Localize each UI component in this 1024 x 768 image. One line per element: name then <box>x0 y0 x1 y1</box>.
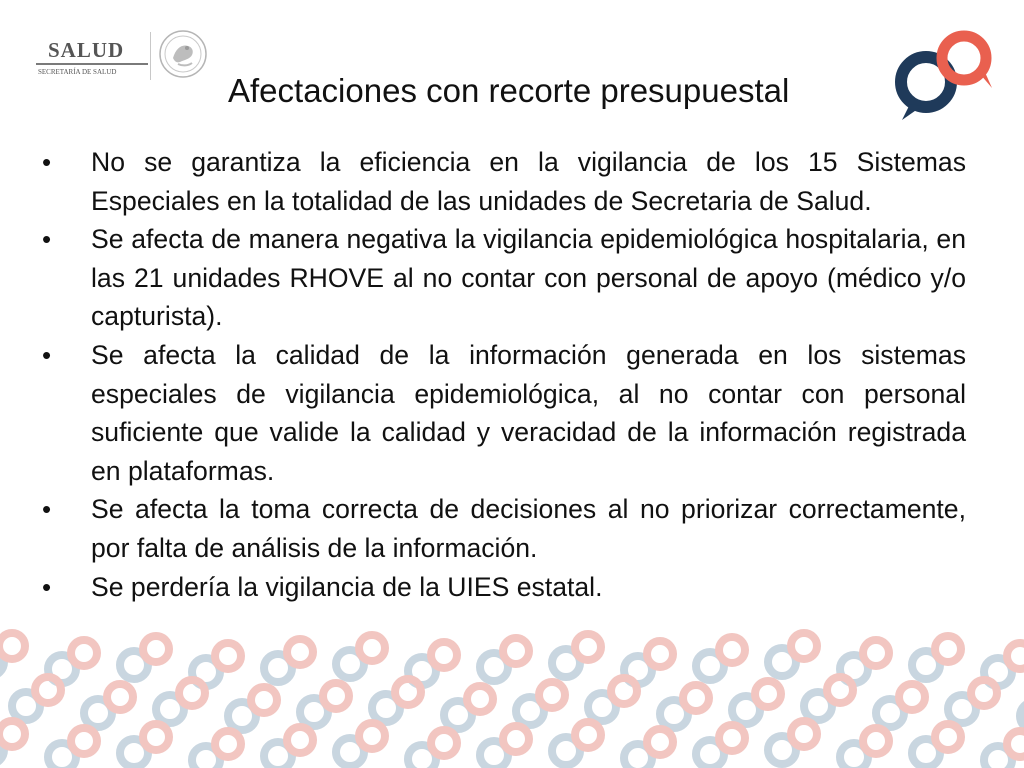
pattern-ring-pair <box>840 728 889 768</box>
pattern-ring-pair <box>48 728 97 768</box>
bullet-text: No se garantiza la eficiencia en la vigilancia de los 15 Sistemas Especiales en la totalidad de las unidades de Secretaria de Salud. <box>91 147 966 216</box>
coat-of-arms-seal-icon <box>156 28 210 80</box>
bullet-list <box>42 143 966 606</box>
bullet-marker: • <box>42 147 52 177</box>
bullet-marker: • <box>42 571 52 602</box>
pattern-ring-pair <box>732 681 781 724</box>
pattern-ring-pair <box>516 682 565 725</box>
pattern-ring-pair <box>624 729 673 768</box>
pattern-ring-pair <box>120 724 169 767</box>
bullet-marker: • <box>42 224 52 255</box>
bullet-item <box>42 490 966 567</box>
pattern-ring-pair <box>0 721 25 764</box>
logo-subtitle: SECRETARÍA DE SALUD <box>38 68 117 76</box>
bullet-text: Se afecta de manera negativa la vigilancia epidemiológica hospitalaria, en las 21 unidades RHOVE al no contar con personal de apoyo (médico y/o capturista). <box>91 224 966 332</box>
pattern-ring-pair <box>336 635 385 678</box>
pattern-ring-pair <box>696 725 745 768</box>
pattern-ring-pair <box>300 683 349 726</box>
salud-logo <box>34 36 214 86</box>
pattern-ring-pair <box>768 633 817 676</box>
bullet-item <box>42 220 966 336</box>
pattern-ring-pair <box>228 687 277 730</box>
logo-divider <box>150 32 151 80</box>
pattern-ring-pair <box>876 684 925 727</box>
pattern-ring-pair <box>696 637 745 680</box>
pattern-ring-pair <box>192 731 241 768</box>
ring-pattern-icon <box>0 626 1024 768</box>
pattern-ring-pair <box>552 634 601 677</box>
pattern-ring-pair <box>0 633 25 676</box>
bullet-item <box>42 336 966 490</box>
pattern-ring-pair <box>264 727 313 768</box>
logo-wordmark: SALUD <box>48 38 125 62</box>
ring-pattern-band <box>0 626 1024 768</box>
pattern-ring-pair <box>84 684 133 727</box>
pattern-ring-pair <box>336 723 385 766</box>
pattern-ring-pair <box>984 731 1024 768</box>
pattern-ring-pair <box>912 636 961 679</box>
pattern-ring-pair <box>444 686 493 729</box>
intertwined-rings-logo-icon <box>888 22 1004 124</box>
pattern-ring-pair <box>660 685 709 728</box>
pattern-ring-pair <box>1020 687 1024 730</box>
pattern-ring-pair <box>912 724 961 767</box>
pattern-ring-pair <box>408 730 457 768</box>
pattern-ring-pair <box>552 722 601 765</box>
pattern-ring-pair <box>480 638 529 681</box>
pattern-ring-pair <box>264 639 313 682</box>
bullet-marker: • <box>42 494 52 525</box>
pattern-ring-pair <box>120 636 169 679</box>
pattern-ring-pair <box>768 721 817 764</box>
bullet-item <box>42 143 966 220</box>
bullet-text: Se perdería la vigilancia de la UIES estatal. <box>91 571 603 602</box>
bullet-text: Se afecta la toma correcta de decisiones al no priorizar correctamente, por falta de análisis de la información. <box>91 494 966 563</box>
bullet-text: Se afecta la calidad de la información generada en los sistemas especiales de vigilancia epidemiológica, al no contar con personal suficiente que valide la calidad y veracidad de la información registrada en plataformas. <box>91 339 966 486</box>
slide-title: Afectaciones con recorte presupuestal <box>228 72 790 109</box>
logo-underline <box>36 63 148 65</box>
bullet-item <box>42 568 966 607</box>
bullet-marker: • <box>42 339 52 370</box>
pattern-ring-pair <box>480 726 529 768</box>
